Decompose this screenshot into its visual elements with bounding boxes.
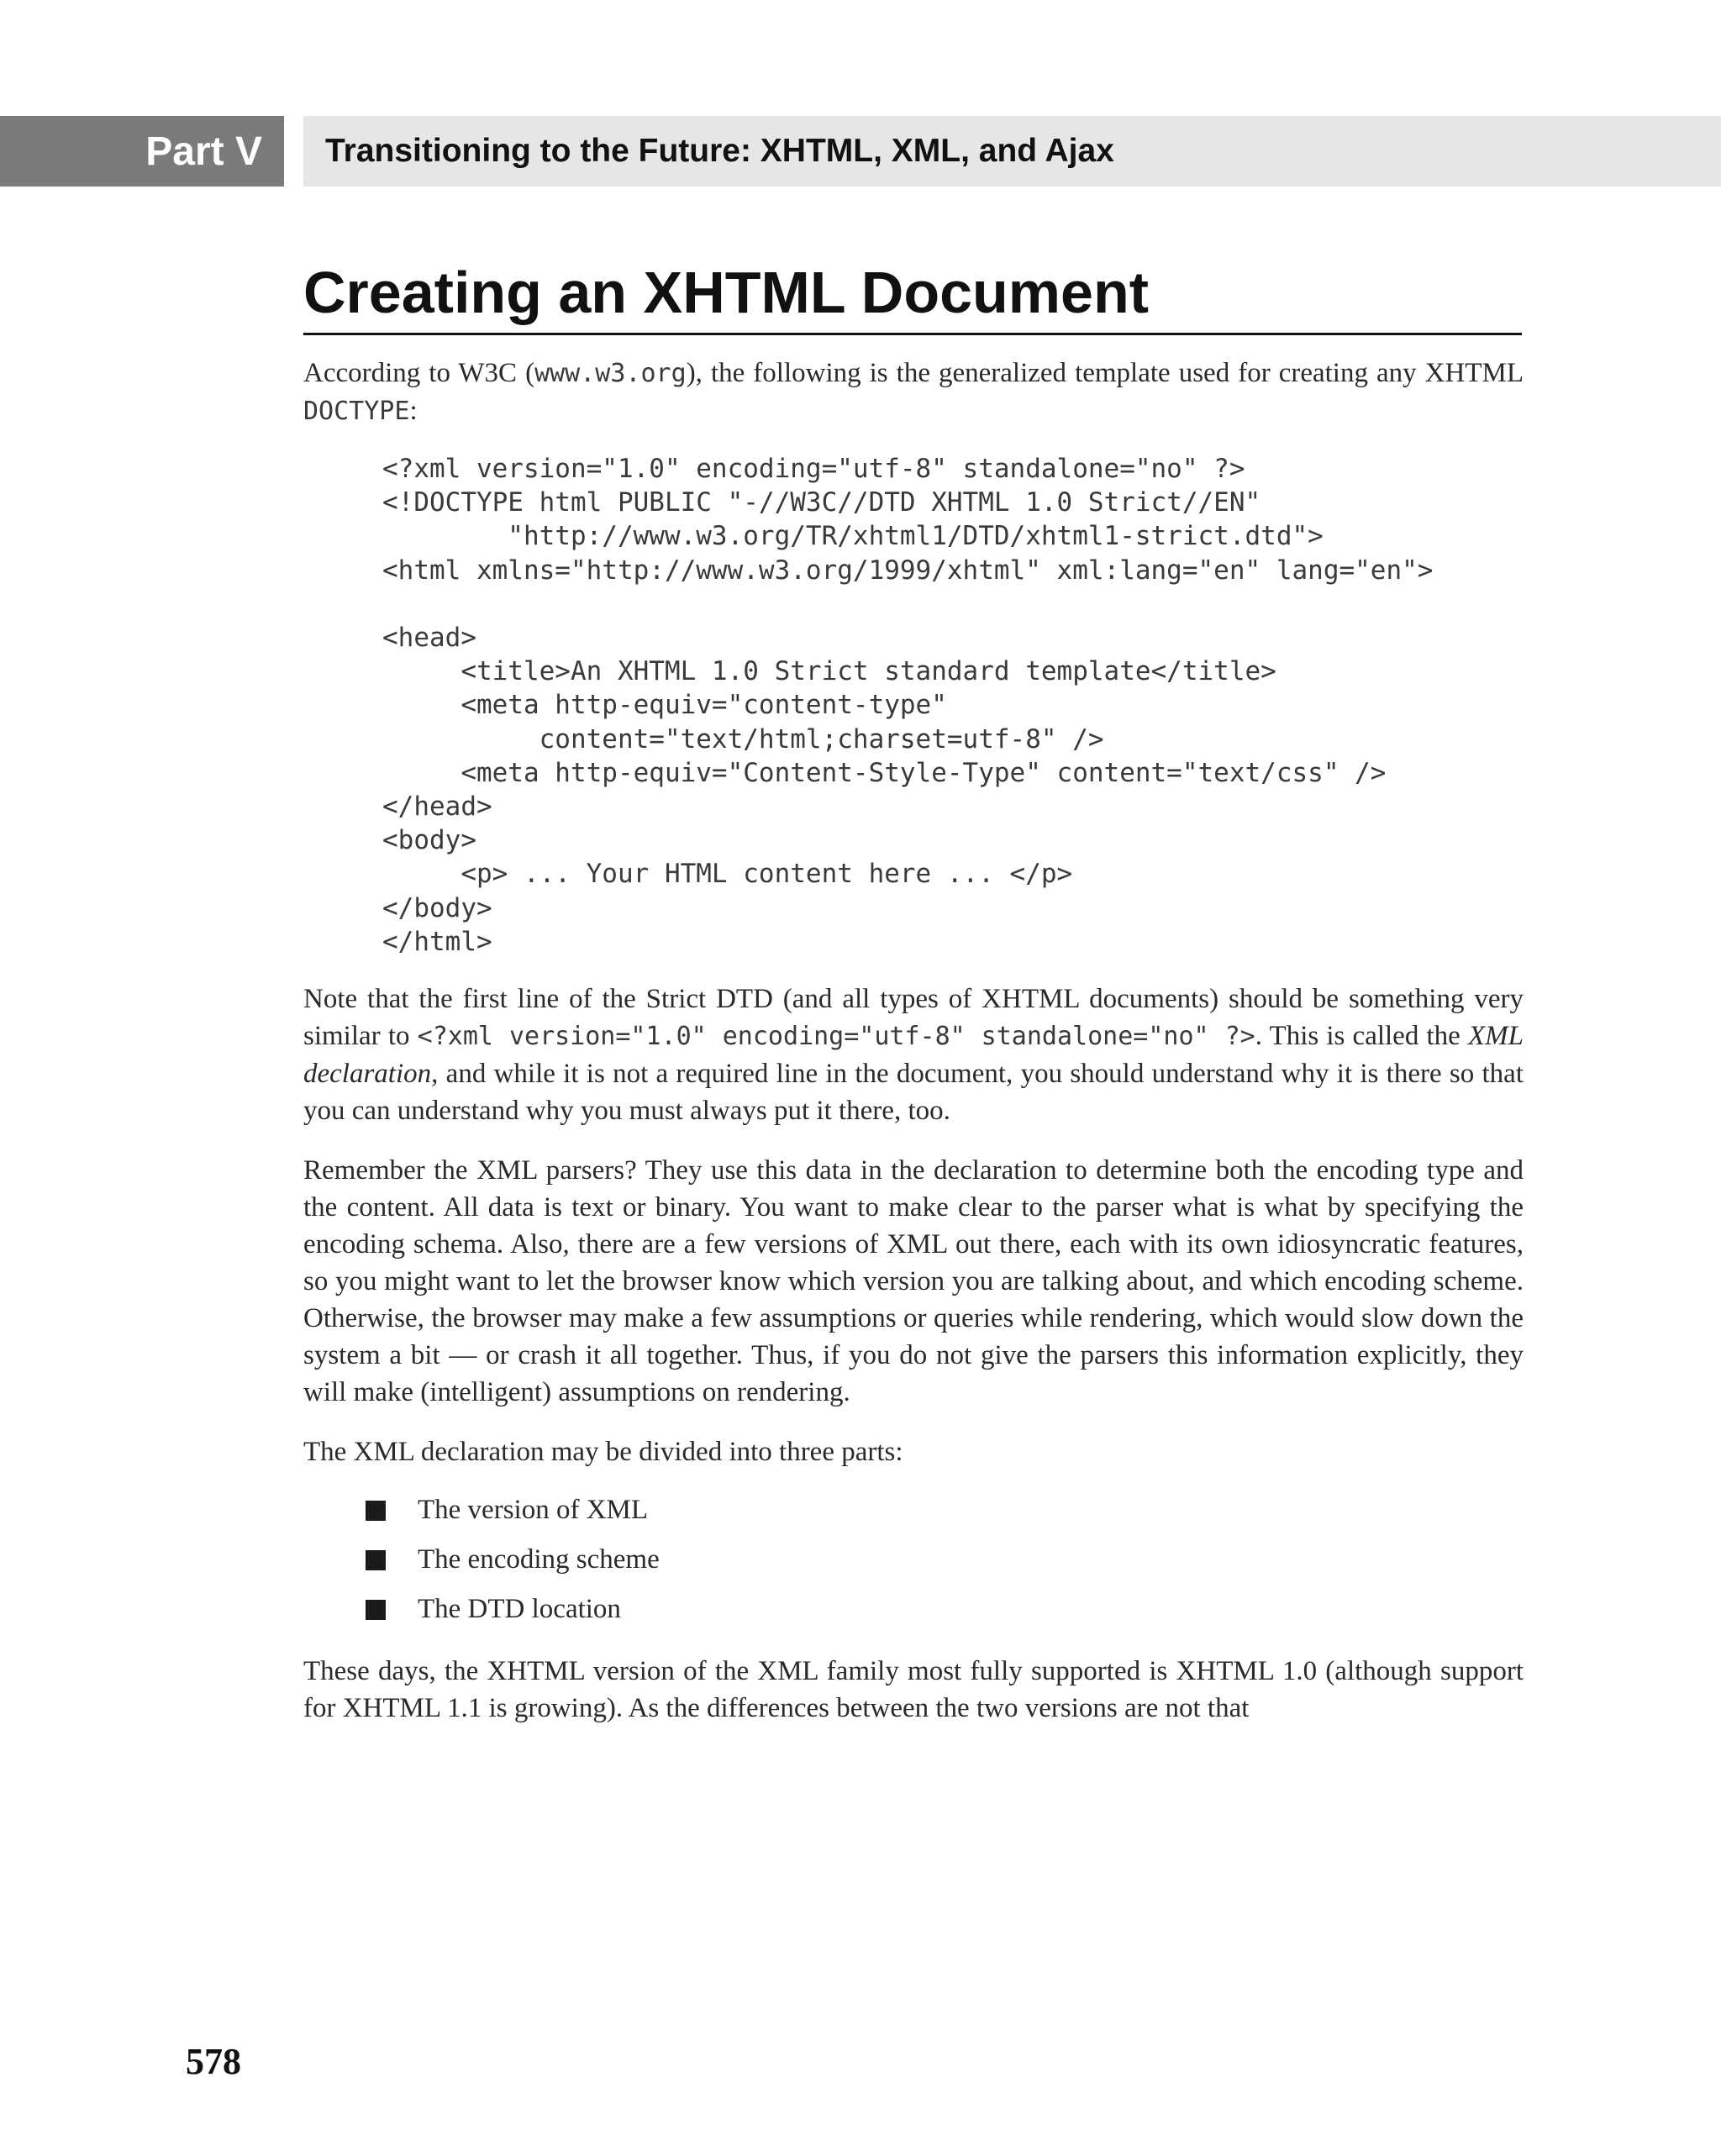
body-content [303,355,1524,1727]
code-line: <head> [382,623,476,654]
code-line: <?xml version="1.0" encoding="utf-8" standalone="no" ?> [382,454,1245,484]
parsers-paragraph: Remember the XML parsers? They use this data in the declaration to determine both the encoding type and the content. All data is text or binary. You want to make clear to the parser what is what by specifying the encoding schema. Also, there are a few versions of XML out there, each with its own idiosyncratic features, so you might want to let the browser know which version you are talking about, and which encoding scheme. Otherwise, the browser may make a few assumptions or queries while rendering, which would slow down the system a bit — or crash it all together. Thus, if you do not give the parsers this information explicitly, they will make (intelligent) assumptions on rendering. [303,1155,1524,1408]
note-text-2: . This is called the [1255,1021,1468,1052]
square-bullet-icon [366,1550,386,1570]
w3c-url: www.w3.org [534,359,687,388]
declaration-parts-list [303,1486,1524,1634]
list-item-text: The encoding scheme [418,1544,660,1575]
section-heading: Creating an XHTML Document [303,254,1522,335]
code-line: </body> [382,892,492,923]
intro-text-before: According to W3C ( [303,358,535,388]
code-line: </head> [382,791,492,823]
parts-intro-paragraph: The XML declaration may be divided into three parts: [303,1437,903,1468]
doctype-word: DOCTYPE [303,397,410,426]
note-paragraph [303,981,1524,1129]
running-header-title: Transitioning to the Future: XHTML, XML, and Ajax [303,116,1721,187]
note-text-3: , and while it is not a required line in the document, you should understand why it is there so that you can understand why you must always put it there, too. [303,1059,1524,1127]
code-line: <meta http-equiv="Content-Style-Type" content="text/css" /> [382,757,1387,788]
list-item-text: The version of XML [418,1495,649,1526]
list-item [366,1535,1524,1585]
xml-declaration-term: XML declaration [303,1021,1524,1090]
part-label: Part V [0,116,284,187]
list-item [366,1585,1524,1634]
code-line: </html> [382,926,492,957]
intro-colon: : [409,396,418,426]
square-bullet-icon [366,1600,386,1620]
code-line: <html xmlns="http://www.w3.org/1999/xhtml" xml:lang="en" lang="en"> [382,555,1434,586]
code-line: <title>An XHTML 1.0 Strict standard template</title> [382,656,1276,687]
code-line: content="text/html;charset=utf-8" /> [382,723,1104,755]
list-item-text: The DTD location [418,1594,621,1625]
code-line: <!DOCTYPE html PUBLIC "-//W3C//DTD XHTML 1.0 Strict//EN" [382,487,1261,518]
code-line: <body> [382,825,476,856]
intro-text-after: ), the following is the generalized template used for creating any XHTML [686,358,1524,388]
note-text-1: Note that the first line of the Strict DTD (and all types of XHTML documents) should be something very similar to [303,984,1524,1052]
intro-paragraph [303,355,1524,430]
code-line: <meta http-equiv="content-type" [382,690,947,721]
code-line-blank [382,587,1524,621]
square-bullet-icon [366,1501,386,1521]
code-line: "http://www.w3.org/TR/xhtml1/DTD/xhtml1-strict.dtd"> [382,521,1324,552]
versions-paragraph: These days, the XHTML version of the XML family most fully supported is XHTML 1.0 (although support for XHTML 1.1 is growing). As the differences between the two versions are not that [303,1656,1524,1724]
xml-declaration-code: <?xml version="1.0" encoding="utf-8" standalone="no" ?> [417,1022,1255,1052]
code-line: <p> ... Your HTML content here ... </p> [382,859,1073,890]
xhtml-template-code [382,452,1524,959]
list-item [366,1486,1524,1535]
page-number: 578 [186,2041,241,2082]
